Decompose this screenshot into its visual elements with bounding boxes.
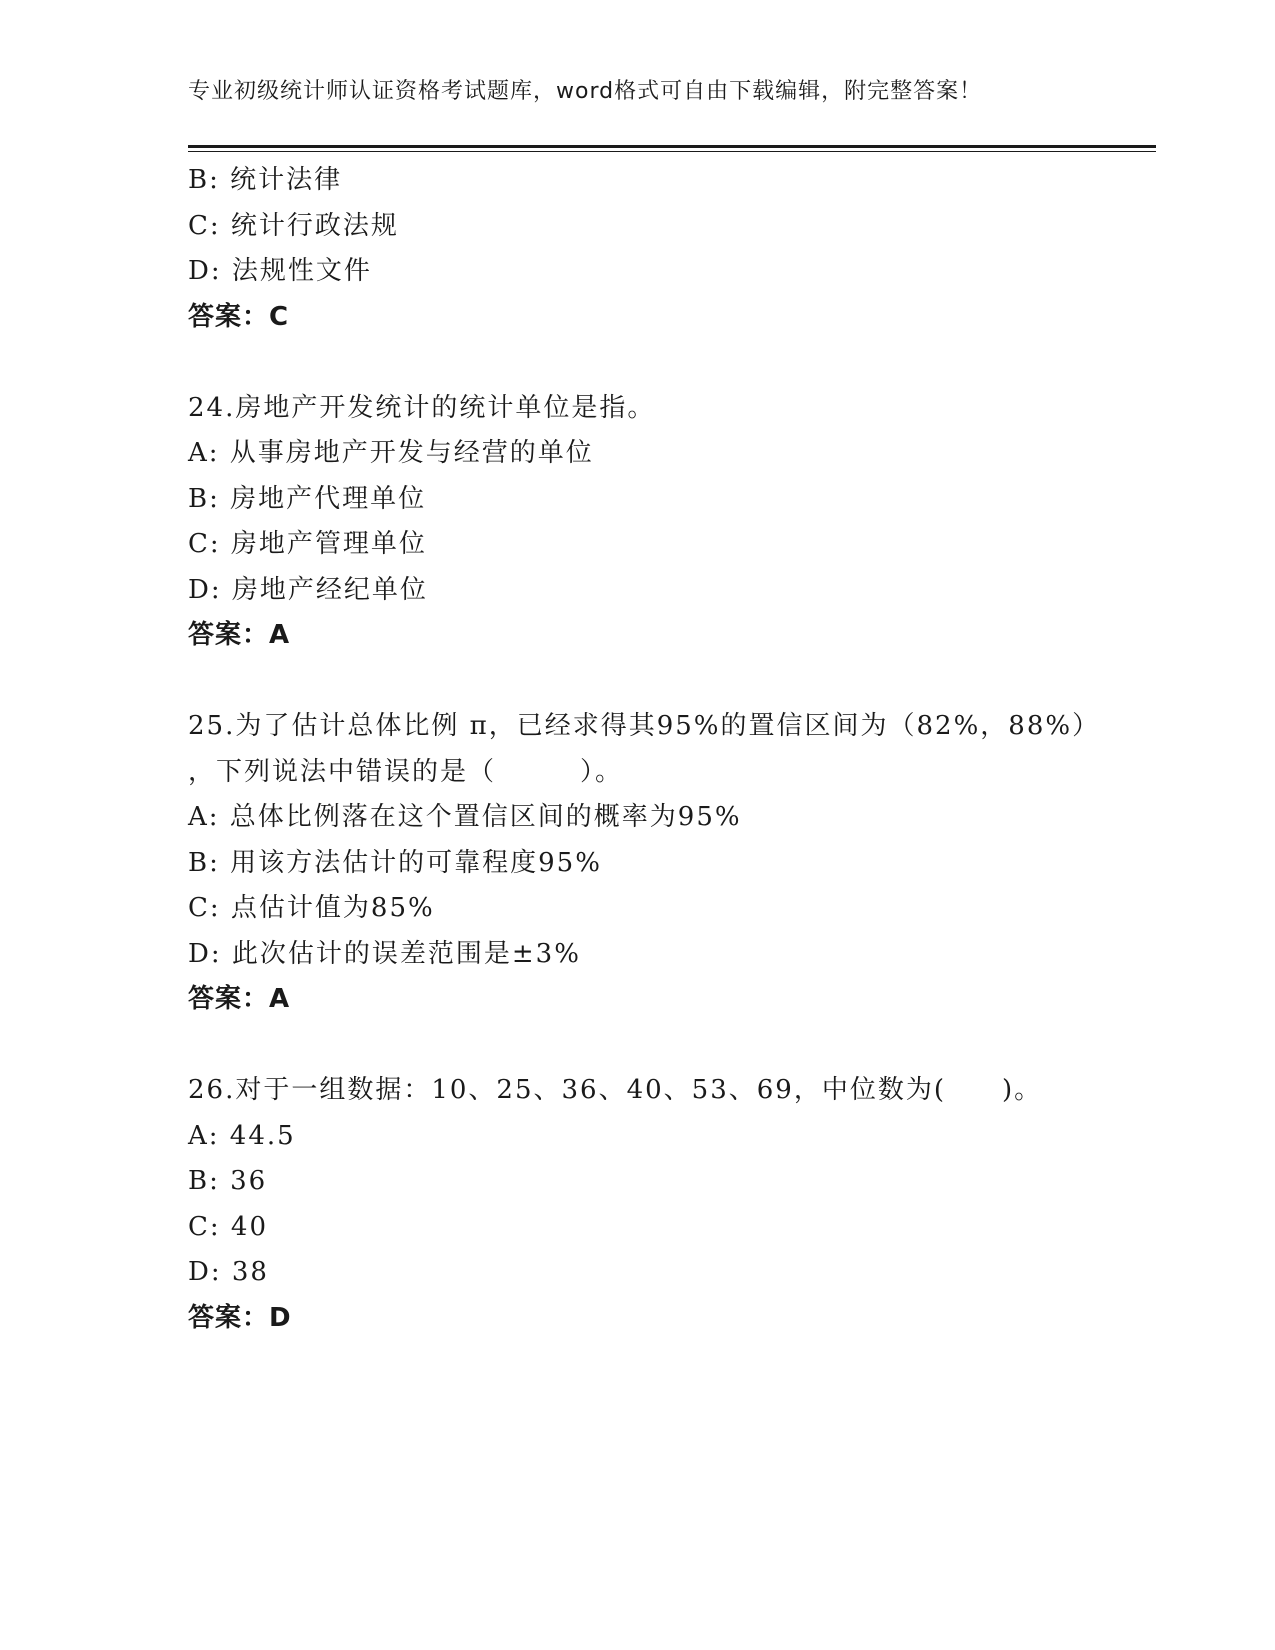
answer-label: 答案：A [188, 984, 291, 1014]
option-d: D: 房地产经纪单位 [188, 574, 428, 605]
option-d: D: 此次估计的误差范围是±3% [188, 938, 581, 969]
option-d: D: 38 [188, 1257, 269, 1287]
option-c: C: 统计行政法规 [188, 210, 399, 241]
option-a: A: 总体比例落在这个置信区间的概率为95% [188, 802, 742, 832]
option-b: B: 房地产代理单位 [188, 483, 427, 514]
question-stem: 25.为了估计总体比例 π，已经求得其95%的置信区间为（82%，88%） [188, 711, 1101, 741]
spacer [188, 1023, 1156, 1069]
answer-label: 答案：A [188, 620, 291, 650]
question-stem: 24.房地产开发统计的统计单位是指。 [188, 392, 656, 423]
option-c: C: 点估计值为85% [188, 893, 435, 923]
question-stem: 26.对于一组数据：10、25、36、40、53、69，中位数为( )。 [188, 1075, 1043, 1105]
question-24 [188, 386, 1156, 659]
question-stem-continued: ，下列说法中错误的是（ ）。 [188, 756, 624, 787]
header-rule-thick [188, 145, 1156, 148]
option-b: B: 36 [188, 1166, 268, 1196]
spacer [188, 340, 1156, 386]
option-b: B: 用该方法估计的可靠程度95% [188, 847, 602, 878]
option-d: D: 法规性文件 [188, 256, 372, 286]
question-25 [188, 704, 1156, 1023]
question-list [188, 158, 1156, 1341]
header-rule-thin [188, 151, 1156, 152]
answer-label: 答案：D [188, 1302, 292, 1333]
option-a: A: 从事房地产开发与经营的单位 [188, 438, 594, 468]
question-23 [188, 158, 1156, 340]
option-a: A: 44.5 [188, 1120, 296, 1151]
option-c: C: 40 [188, 1211, 269, 1242]
page-header: 专业初级统计师认证资格考试题库，word格式可自由下载编辑，附完整答案！ [188, 79, 983, 104]
answer-label: 答案：C [188, 301, 290, 332]
option-b: B: 统计法律 [188, 165, 343, 195]
option-c: C: 房地产管理单位 [188, 529, 427, 559]
spacer [188, 659, 1156, 705]
question-26 [188, 1068, 1156, 1341]
